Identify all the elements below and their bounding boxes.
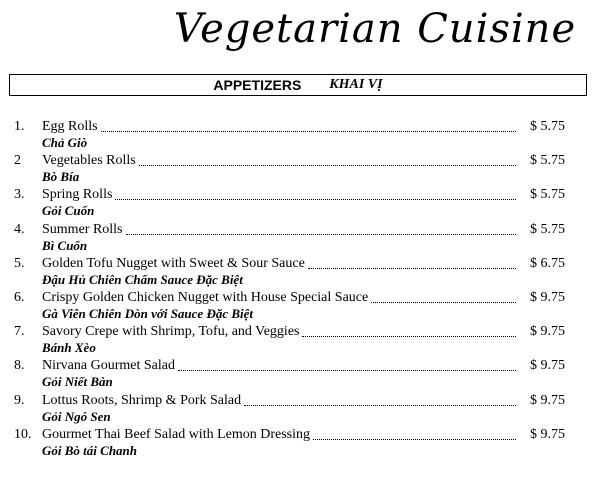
item-number: 2 — [14, 153, 21, 169]
item-name: Egg Rolls — [42, 119, 98, 134]
appetizer-list — [14, 118, 594, 460]
item-name: Vegetables Rolls — [42, 153, 136, 169]
item-number: 1. — [14, 119, 25, 134]
item-price: $ 9.75 — [530, 324, 565, 340]
item-price: $ 5.75 — [530, 187, 565, 203]
item-vietnamese-name: Gỏi Niết Bàn — [42, 374, 113, 390]
item-number: 5. — [14, 255, 25, 271]
item-name: Spring Rolls — [42, 187, 113, 203]
menu-item — [14, 357, 594, 391]
menu-item — [14, 118, 594, 152]
section-title-english: APPETIZERS — [213, 77, 302, 93]
item-vietnamese-name: Gỏi Bò tái Chanh — [42, 442, 138, 458]
item-name: Savory Crepe with Shrimp, Tofu, and Veggies — [42, 324, 300, 340]
dot-leader — [302, 323, 516, 337]
item-name: Gourmet Thai Beef Salad with Lemon Dressing — [42, 426, 311, 442]
item-number: 10. — [14, 426, 32, 442]
menu-item — [14, 255, 594, 289]
item-vietnamese-name: Chả Giò — [42, 135, 88, 150]
item-number: 6. — [14, 289, 25, 305]
menu-item — [14, 323, 594, 357]
section-header — [9, 74, 587, 96]
menu-item — [14, 289, 594, 323]
dot-leader — [178, 357, 516, 371]
item-name: Lottus Roots, Shrimp & Pork Salad — [42, 392, 242, 408]
item-price: $ 9.75 — [530, 358, 565, 374]
menu-item — [14, 152, 594, 186]
menu-item — [14, 221, 594, 255]
menu-title: Vegetarian Cuisine — [173, 6, 577, 52]
menu-item — [14, 186, 594, 220]
item-name: Golden Tofu Nugget with Sweet & Sour Sauce — [42, 255, 305, 271]
item-vietnamese-name: Gỏi Ngó Sen — [42, 408, 111, 424]
item-number: 9. — [14, 392, 25, 408]
item-vietnamese-name: Bì Cuốn — [42, 237, 88, 253]
dot-leader — [244, 392, 516, 406]
dot-leader — [126, 221, 516, 235]
item-name: Summer Rolls — [42, 221, 123, 237]
item-price: $ 5.75 — [530, 153, 565, 169]
dot-leader — [101, 118, 516, 132]
item-vietnamese-name: Đậu Hủ Chiên Chấm Sauce Đặc Biệt — [42, 271, 243, 287]
item-number: 3. — [14, 187, 25, 203]
item-number: 7. — [14, 324, 25, 340]
item-price: $ 9.75 — [530, 289, 565, 305]
section-title-vietnamese: KHAI VỊ — [329, 77, 383, 92]
dot-leader — [371, 289, 516, 303]
item-price: $ 5.75 — [530, 221, 565, 237]
menu-item — [14, 392, 594, 426]
item-number: 8. — [14, 358, 25, 374]
item-vietnamese-name: Gỏi Cuốn — [42, 203, 95, 219]
item-price: $ 9.75 — [530, 426, 565, 442]
item-number: 4. — [14, 221, 25, 237]
menu-item — [14, 426, 594, 460]
item-price: $ 6.75 — [530, 255, 565, 271]
item-vietnamese-name: Bánh Xèo — [42, 340, 96, 356]
item-name: Nirvana Gourmet Salad — [42, 358, 175, 374]
item-name: Crispy Golden Chicken Nugget with House Special Sauce — [42, 289, 369, 305]
dot-leader — [139, 152, 516, 166]
item-price: $ 5.75 — [530, 119, 565, 134]
item-price: $ 9.75 — [530, 392, 565, 408]
dot-leader — [115, 186, 516, 200]
dot-leader — [313, 426, 516, 440]
dot-leader — [308, 255, 516, 269]
item-vietnamese-name: Bò Bía — [42, 169, 80, 185]
item-vietnamese-name: Gà Viên Chiên Dòn với Sauce Đặc Biệt — [42, 305, 254, 321]
